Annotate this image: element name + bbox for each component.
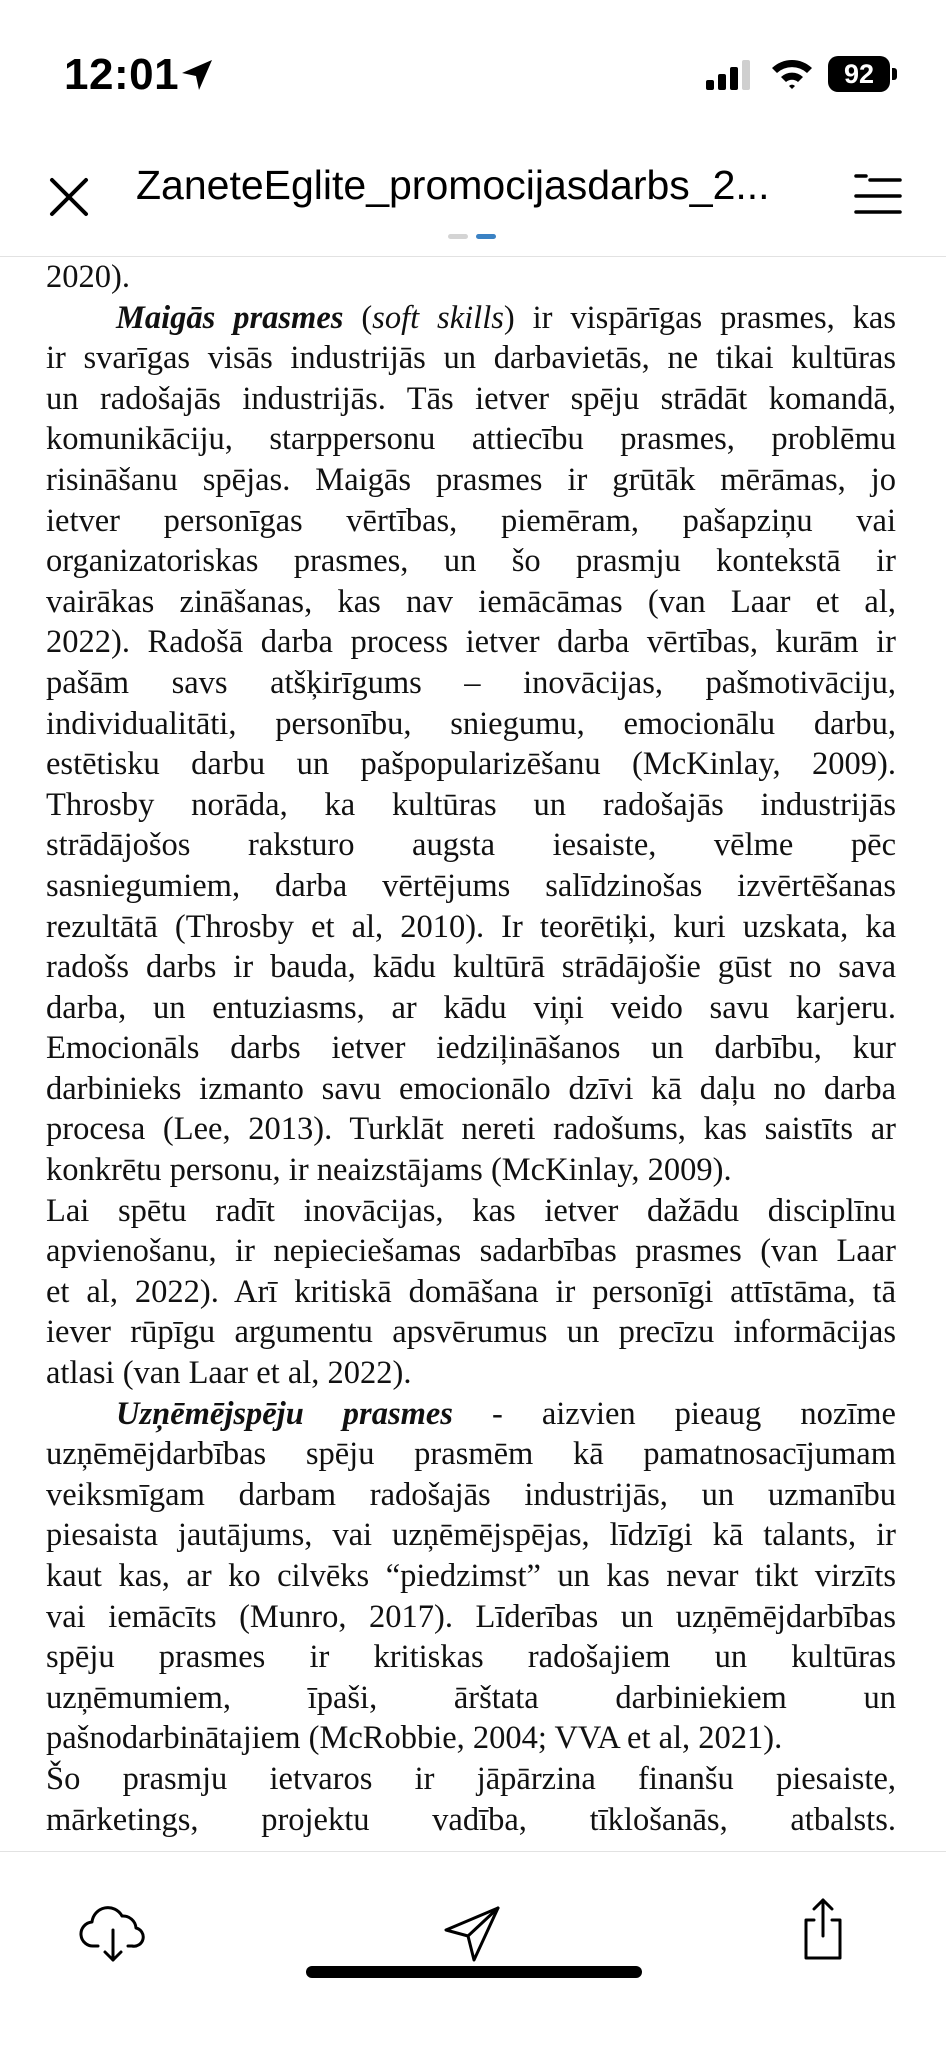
document-title: ZaneteEglite_promocijasdarbs_2... — [136, 162, 770, 208]
share-button[interactable] — [798, 1896, 868, 1956]
battery-cap — [892, 68, 897, 80]
text-line: estētisku darbu un pašpopularizēšanu (McKinlay, 2009). — [46, 746, 896, 783]
text-line: individualitāti, personību, sniegumu, emocionālu darbu, — [46, 705, 896, 742]
text-line: Emocionāls darbs ietver iedziļināšanos un darbību, kur — [46, 1030, 896, 1067]
text-line: piesaista jautājums, vai uzņēmējspējas, līdzīgi kā talants, ir — [46, 1517, 896, 1554]
wifi-icon — [770, 56, 814, 90]
text-line: procesa (Lee, 2013). Turklāt nereti radošums, kas saistīts ar — [46, 1111, 896, 1148]
text-line: ietver personīgas vērtības, piemēram, pašapziņu vai — [46, 502, 896, 539]
text-line: rezultātā (Throsby et al, 2010). Ir teorētiķi, kuri uzskata, ka — [46, 908, 896, 945]
document-viewer[interactable] — [0, 257, 946, 1851]
cellular-signal-icon — [706, 60, 752, 90]
term-entrepreneurial-skills: Uzņēmējspēju prasmes — [116, 1395, 453, 1432]
page-dot-1[interactable] — [448, 234, 468, 239]
text-fragment: ( — [343, 299, 373, 336]
page-dot-2[interactable] — [476, 234, 496, 239]
text-line: apvienošanu, ir nepieciešamas sadarbības prasmes (van Laar — [46, 1233, 896, 1270]
menu-button[interactable] — [852, 170, 904, 220]
text-line: 2020). — [46, 259, 130, 295]
list-menu-icon — [852, 170, 904, 220]
text-line: konkrētu personu, ir neaizstājams (McKinlay, 2009). — [46, 1152, 732, 1189]
text-line: Lai spētu radīt inovācijas, kas ietver dažādu disciplīnu — [46, 1192, 896, 1229]
text-line — [46, 1394, 896, 1435]
text-line: komunikāciju, starppersonu attiecību prasmes, problēmu — [46, 421, 896, 458]
text-line: Throsby norāda, ka kultūras un radošajās industrijās — [46, 786, 896, 823]
text-line: radošs darbs ir bauda, kādu kultūrā strādājošie gūst no sava — [46, 949, 896, 986]
text-line: ir svarīgas visās industrijās un darbavietās, ne tikai kultūras — [46, 340, 896, 377]
status-bar — [0, 0, 946, 140]
text-line: vairākas zināšanas, kas nav iemācāmas (van Laar et al, — [46, 583, 896, 620]
text-line: un radošajās industrijās. Tās ietver spēju strādāt komandā, — [46, 380, 896, 417]
battery-indicator — [828, 56, 898, 92]
text-line: pašām savs atšķirīgums – inovācijas, pašmotivāciju, — [46, 664, 896, 701]
text-line — [46, 298, 896, 339]
bottom-toolbar — [0, 1851, 946, 2048]
send-button[interactable] — [438, 1904, 508, 1964]
text-line: atlasi (van Laar et al, 2022). — [46, 1355, 412, 1392]
battery-level: 92 — [828, 56, 890, 92]
text-line: pašnodarbinātajiem (McRobbie, 2004; VVA et al, 2021). — [46, 1720, 783, 1757]
cloud-download-icon — [78, 1904, 148, 1964]
text-line: spēju prasmes ir kritiskas radošajiem un kultūras — [46, 1639, 896, 1676]
text-fragment: ) ir vispārīgas prasmes, kas — [503, 299, 896, 336]
text-line: uzņēmumiem, īpaši, ārštata darbiniekiem un — [46, 1679, 896, 1716]
text-line: strādājošos raksturo augsta iesaiste, vēlme pēc — [46, 827, 896, 864]
text-line: sasniegumiem, darba vērtējums salīdzinošas izvērtēšanas — [46, 867, 896, 904]
text-line: darbinieks izmanto savu emocionālo dzīvi kā daļu no darba — [46, 1070, 896, 1107]
term-soft-skills: Maigās prasmes — [116, 299, 344, 336]
text-line: et al, 2022). Arī kritiskā domāšana ir personīgi attīstāma, tā — [46, 1273, 896, 1310]
term-english: soft skills — [372, 299, 504, 336]
share-icon — [798, 1896, 848, 1962]
document-page — [46, 257, 896, 1840]
download-button[interactable] — [78, 1904, 148, 1964]
text-line: darba, un entuziasms, ar kādu viņi veido savu karjeru. — [46, 989, 896, 1026]
page-indicator — [448, 234, 502, 240]
text-line: mārketings, projektu vadība, tīklošanās, atbalsts. — [46, 1801, 896, 1838]
location-arrow-icon — [178, 56, 216, 94]
text-line: vai iemācīts (Munro, 2017). Līderības un uzņēmējdarbības — [46, 1598, 896, 1635]
text-line: iever rūpīgu argumentu apsvērumus un precīzu informācijas — [46, 1314, 896, 1351]
text-line: 2022). Radošā darba process ietver darba vērtības, kurām ir — [46, 624, 896, 661]
text-line: uzņēmējdarbības spēju prasmēm kā pamatnosacījumam — [46, 1436, 896, 1473]
text-line: veiksmīgam darbam radošajās industrijās, un uzmanību — [46, 1476, 896, 1513]
text-fragment: - aizvien pieaug nozīme — [452, 1395, 896, 1432]
close-icon — [44, 170, 96, 222]
text-line: Šo prasmju ietvaros ir jāpārzina finanšu piesaiste, — [46, 1760, 896, 1797]
text-line: kaut kas, ar ko cilvēks “piedzimst” un kas nevar tikt virzīts — [46, 1558, 896, 1594]
status-time: 12:01 — [64, 50, 180, 99]
text-line: organizatoriskas prasmes, un šo prasmju kontekstā ir — [46, 543, 896, 580]
home-indicator[interactable] — [306, 1966, 642, 1978]
send-icon — [438, 1904, 508, 1964]
document-header — [0, 140, 946, 257]
text-line: risināšanu spējas. Maigās prasmes ir grūtāk mērāmas, jo — [46, 461, 896, 498]
close-button[interactable] — [44, 170, 96, 222]
